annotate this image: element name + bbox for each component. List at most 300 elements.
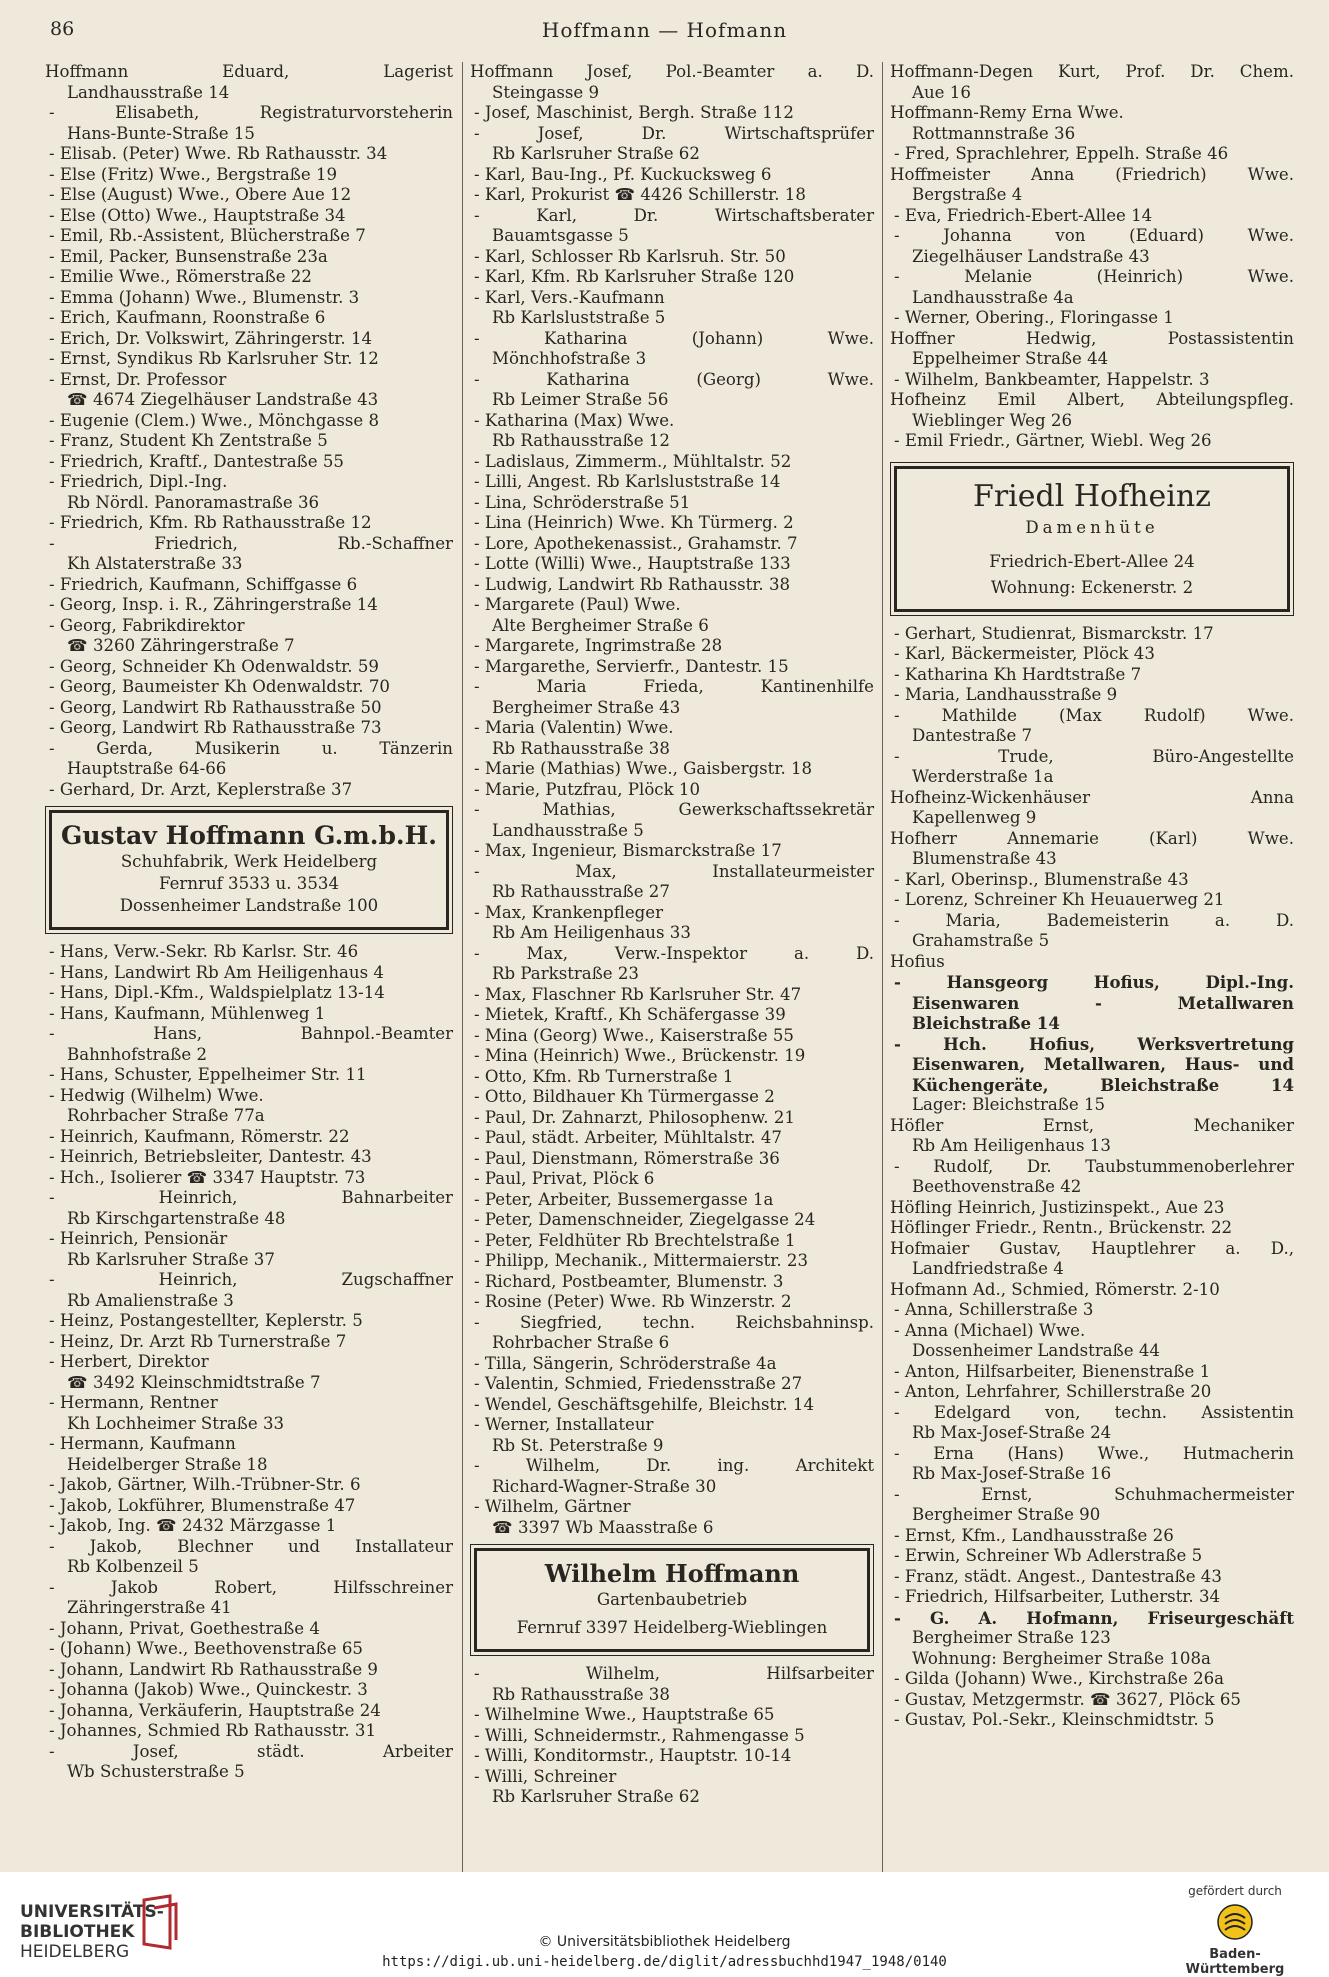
directory-entry (890, 144, 1294, 165)
entry-line: - Lilli, Angest. Rb Karlsluststraße 14 (474, 472, 781, 491)
entry-line: Wieblinger Weg 26 (912, 410, 1072, 430)
directory-entry (45, 718, 453, 739)
ad-line: Damenhüte (1025, 517, 1159, 537)
entry-line: - Fred, Sprachlehrer, Eppelh. Straße 46 (894, 144, 1229, 163)
entry-line: - Heinrich, Pensionär (49, 1229, 228, 1248)
entry-line: Werderstraße 1a (912, 767, 1054, 786)
directory-entry (470, 1046, 874, 1067)
directory-entry (890, 829, 1294, 870)
entry-line: - Gustav, Metzgermstr. ☎ 3627, Plöck 65 (894, 1689, 1241, 1709)
entry-line: Hoffner Hedwig, Postassistentin (890, 328, 1294, 348)
entry-line: - Anton, Lehrfahrer, Schillerstraße 20 (894, 1382, 1212, 1401)
ad-line: Fernruf 3533 u. 3534 (158, 874, 340, 893)
directory-entry (45, 103, 453, 144)
entry-line: Kapellenweg 9 (912, 808, 1037, 827)
directory-entry (470, 800, 874, 841)
entry-line: - G. A. Hofmann, Friseurgeschäft (894, 1607, 1294, 1628)
entry-line: - Karl, Bäckermeister, Plöck 43 (894, 644, 1155, 663)
entry-line: - Richard, Postbeamter, Blumenstr. 3 (474, 1271, 784, 1291)
entry-line: Hofheinz Emil Albert, Abteilungspfleg. (890, 390, 1294, 409)
entry-line: - Margarete, Ingrimstraße 28 (474, 636, 723, 655)
entry-line: Rb Kolbenzeil 5 (67, 1557, 199, 1576)
entry-line: - Friedrich, Kraftf., Dantestraße 55 (49, 451, 344, 471)
ad-title: Wilhelm Hoffmann (544, 1559, 800, 1588)
directory-entry (470, 62, 874, 103)
entry-line: - Ernst, Syndikus Rb Karlsruher Str. 12 (49, 349, 379, 368)
logo-line: HEIDELBERG (20, 1942, 130, 1962)
entry-line: - Lore, Apothekenassist., Grahamstr. 7 (474, 533, 798, 553)
directory-entry (470, 1005, 874, 1026)
directory-entry (45, 575, 453, 596)
entry-line: Bergheimer Straße 123 (912, 1628, 1111, 1647)
entry-line: - Willi, Schneidermstr., Rahmengasse 5 (474, 1725, 805, 1745)
entry-line: - Edelgard von, techn. Assistentin (894, 1402, 1294, 1422)
entry-line: Bahnhofstraße 2 (67, 1044, 208, 1064)
entry-list (470, 1664, 874, 1808)
entry-line: Hoffmann-Remy Erna Wwe. (890, 103, 1124, 122)
directory-entry (45, 1229, 453, 1270)
directory-entry (45, 308, 453, 329)
entry-line: - Karl, Dr. Wirtschaftsberater (474, 205, 874, 225)
directory-entry (45, 1660, 453, 1681)
directory-entry (470, 185, 874, 206)
directory-entry (470, 1067, 874, 1088)
entry-line: - Erich, Kaufmann, Roonstraße 6 (49, 308, 326, 327)
directory-entry (470, 1456, 874, 1497)
directory-entry (45, 1701, 453, 1722)
directory-entry (470, 657, 874, 678)
directory-entry (470, 1272, 874, 1293)
directory-entry (45, 185, 453, 206)
page-header (0, 18, 1329, 48)
directory-entry (470, 1497, 874, 1538)
entry-line: - (Johann) Wwe., Beethovenstraße 65 (49, 1639, 363, 1658)
ad-gustav-hoffmann (49, 810, 449, 930)
entry-line: Bergheimer Straße 90 (912, 1505, 1101, 1524)
directory-entry (890, 1690, 1294, 1711)
directory-entry (470, 595, 874, 636)
directory-entry (470, 841, 874, 862)
copyright: © Universitätsbibliothek Heidelberg (538, 1934, 791, 1950)
directory-entry (470, 411, 874, 452)
directory-entry (470, 452, 874, 473)
directory-entry (45, 739, 453, 780)
entry-line: Beethovenstraße 42 (912, 1177, 1082, 1196)
entry-line: - Johanna (Jakob) Wwe., Quinckestr. 3 (49, 1680, 368, 1699)
entry-line: ☎ 3492 Kleinschmidtstraße 7 (67, 1372, 321, 1392)
directory-entry (890, 1526, 1294, 1547)
directory-entry (45, 1127, 453, 1148)
directory-entry (470, 1313, 874, 1354)
entry-line: - Heinrich, Bahnarbeiter (49, 1188, 453, 1207)
entry-line: - Eugenie (Clem.) Wwe., Mönchgasse 8 (49, 410, 380, 430)
entry-list (470, 62, 874, 1538)
entry-line: - Maria (Valentin) Wwe. (474, 718, 674, 737)
entry-line: - Willi, Schreiner (474, 1766, 617, 1786)
entry-line: - Emil, Rb.-Assistent, Blücherstraße 7 (49, 226, 366, 245)
entry-line: - Max, Installateurmeister (474, 861, 874, 881)
directory-entry (45, 1721, 453, 1742)
entry-line: - Karl, Bau-Ing., Pf. Kuckucksweg 6 (474, 164, 772, 184)
entry-line: - Rosine (Peter) Wwe. Rb Winzerstr. 2 (474, 1292, 792, 1311)
entry-line: Rb Amalienstraße 3 (67, 1290, 234, 1310)
directory-entry (890, 1198, 1294, 1219)
entry-line: - Paul, städt. Arbeiter, Mühltalstr. 47 (474, 1128, 782, 1147)
entry-line: Steingasse 9 (492, 82, 600, 102)
ad-line: Wohnung: Eckenerstr. 2 (990, 577, 1194, 597)
entry-line: - Paul, Privat, Plöck 6 (474, 1169, 655, 1188)
entry-list (45, 942, 453, 1783)
entry-line: Landhausstraße 5 (492, 820, 644, 840)
entry-line: - Heinz, Postangestellter, Keplerstr. 5 (49, 1311, 363, 1330)
entry-line: - Katharina Kh Hardtstraße 7 (894, 664, 1142, 684)
directory-entry (470, 636, 874, 657)
directory-entry (470, 862, 874, 903)
directory-entry (45, 370, 453, 411)
entry-line: Landhausstraße 4a (912, 287, 1074, 307)
entry-line: - Wilhelm, Hilfsarbeiter (474, 1664, 874, 1683)
directory-entry (45, 1352, 453, 1393)
entry-line: - Friedrich, Rb.-Schaffner (49, 533, 453, 553)
directory-entry (45, 1475, 453, 1496)
entry-line: - Johanna, Verkäuferin, Hauptstraße 24 (49, 1700, 381, 1720)
entry-line: Rb Nördl. Panoramastraße 36 (67, 492, 320, 512)
ad-wilhelm-hoffmann (474, 1548, 870, 1652)
entry-line: - Max, Krankenpfleger (474, 902, 664, 922)
directory-entry (45, 1024, 453, 1065)
entry-line: - Heinrich, Betriebsleiter, Dantestr. 43 (49, 1147, 372, 1166)
entry-line: - Georg, Fabrikdirektor (49, 615, 245, 635)
entry-line: - Max, Verw.-Inspektor a. D. (474, 943, 874, 963)
entry-line: Hofheinz-Wickenhäuser Anna (890, 787, 1294, 807)
entry-line: - Margarete (Paul) Wwe. (474, 595, 681, 614)
directory-entry (470, 247, 874, 268)
entry-list (45, 62, 453, 800)
entry-line: - Georg, Schneider Kh Odenwaldstr. 59 (49, 656, 379, 676)
directory-entry (470, 493, 874, 514)
entry-line: Kh Lochheimer Straße 33 (67, 1413, 285, 1433)
directory-entry (45, 62, 453, 103)
directory-entry (45, 206, 453, 227)
directory-entry (45, 452, 453, 473)
directory-entry (470, 288, 874, 329)
entry-line: Lager: Bleichstraße 15 (912, 1095, 1106, 1114)
directory-entry (890, 329, 1294, 370)
entry-line: Dantestraße 7 (912, 726, 1033, 745)
directory-entry (890, 644, 1294, 665)
entry-line: - Hansgeorg Hofius, Dipl.-Ing. (894, 972, 1294, 992)
entry-line: Hauptstraße 64-66 (67, 759, 227, 778)
directory-entry (45, 1147, 453, 1168)
directory-entry (890, 103, 1294, 144)
entry-line: Bleichstraße 14 (912, 1013, 1060, 1033)
entry-line: - Else (August) Wwe., Obere Aue 12 (49, 185, 352, 204)
entry-line: Dossenheimer Landstraße 44 (912, 1341, 1160, 1360)
entry-line: - Mathilde (Max Rudolf) Wwe. (894, 705, 1294, 725)
directory-entry (890, 870, 1294, 891)
directory-entry (470, 903, 874, 944)
logo-line: BIBLIOTHEK (20, 1922, 135, 1942)
directory-entry (470, 165, 874, 186)
directory-entry (45, 1639, 453, 1660)
entry-line: - Katharina (Max) Wwe. (474, 410, 675, 430)
directory-entry (45, 472, 453, 513)
entry-line: Landfriedstraße 4 (912, 1259, 1064, 1278)
entry-line: - Johann, Privat, Goethestraße 4 (49, 1618, 320, 1638)
directory-entry (890, 747, 1294, 788)
directory-entry (890, 1546, 1294, 1567)
directory-entry (890, 1608, 1294, 1670)
entry-line: Rb Am Heiligenhaus 33 (492, 923, 691, 942)
directory-entry (45, 1188, 453, 1229)
directory-entry (890, 1157, 1294, 1198)
entry-line: - Hans, Verw.-Sekr. Rb Karlsr. Str. 46 (49, 942, 359, 961)
entry-line: - Josef, Maschinist, Bergh. Straße 112 (474, 103, 794, 122)
directory-entry (890, 952, 1294, 973)
entry-line: - Hedwig (Wilhelm) Wwe. (49, 1085, 264, 1105)
directory-entry (470, 677, 874, 718)
entry-line: - Hans, Dipl.-Kfm., Waldspielplatz 13-14 (49, 983, 385, 1002)
entry-line: Höflinger Friedr., Rentn., Brückenstr. 22 (890, 1218, 1233, 1237)
directory-entry (45, 247, 453, 268)
entry-line: - Gerhart, Studienrat, Bismarckstr. 17 (894, 623, 1214, 643)
entry-line: Rb Rathausstraße 12 (492, 431, 670, 450)
directory-entry (45, 1742, 453, 1783)
entry-line: - Werner, Obering., Floringasse 1 (894, 308, 1174, 327)
directory-entry (45, 349, 453, 370)
entry-line: - Katharina (Johann) Wwe. (474, 328, 874, 348)
directory-entry (470, 513, 874, 534)
directory-entry (45, 657, 453, 678)
directory-entry (470, 554, 874, 575)
running-head: Hoffmann — Hofmann (541, 18, 788, 42)
entry-line: ☎ 4674 Ziegelhäuser Landstraße 43 (67, 390, 379, 409)
directory-entry (45, 431, 453, 452)
ad-line: Dossenheimer Landstraße 100 (119, 896, 379, 915)
directory-entry (470, 124, 874, 165)
directory-entry (890, 62, 1294, 103)
entry-line: Blumenstraße 43 (912, 849, 1057, 868)
directory-entry (890, 911, 1294, 952)
entry-line: - Karl, Kfm. Rb Karlsruher Straße 120 (474, 267, 795, 286)
entry-line: - Peter, Damenschneider, Ziegelgasse 24 (474, 1210, 816, 1229)
entry-line: - Melanie (Heinrich) Wwe. (894, 267, 1294, 286)
entry-line: - Paul, Dr. Zahnarzt, Philosophenw. 21 (474, 1107, 795, 1127)
entry-line: - Erich, Dr. Volkswirt, Zähringerstr. 14 (49, 328, 373, 348)
entry-line: - Tilla, Sängerin, Schröderstraße 4a (474, 1353, 777, 1373)
directory-entry (45, 534, 453, 575)
entry-line: Rb Max-Josef-Straße 24 (912, 1423, 1112, 1442)
entry-line: - Ernst, Kfm., Landhausstraße 26 (894, 1525, 1174, 1545)
directory-entry (470, 1746, 874, 1767)
entry-line: - Ludwig, Landwirt Rb Rathausstr. 38 (474, 574, 791, 594)
entry-line: - Friedrich, Kfm. Rb Rathausstraße 12 (49, 513, 372, 532)
entry-line: Bergheimer Straße 43 (492, 697, 681, 717)
entry-line: - Karl, Vers.-Kaufmann (474, 287, 665, 307)
directory-entry (470, 1292, 874, 1313)
directory-entry (45, 1332, 453, 1353)
logo-line: UNIVERSITÄTS- (20, 1902, 164, 1922)
entry-line: Mönchhofstraße 3 (492, 349, 647, 368)
directory-entry (890, 1485, 1294, 1526)
entry-line: - Hans, Bahnpol.-Beamter (49, 1024, 453, 1043)
entry-line: - Willi, Konditormstr., Hauptstr. 10-14 (474, 1746, 792, 1765)
entry-line: Alte Bergheimer Straße 6 (492, 615, 709, 635)
directory-entry (45, 1680, 453, 1701)
entry-line: - Anna (Michael) Wwe. (894, 1320, 1086, 1340)
entry-line: Hofherr Annemarie (Karl) Wwe. (890, 828, 1294, 848)
entry-line: Rb Kirschgartenstraße 48 (67, 1208, 286, 1228)
entry-line: Grahamstraße 5 (912, 931, 1050, 950)
entry-line: - Max, Flaschner Rb Karlsruher Str. 47 (474, 984, 802, 1004)
entry-line: Bauamtsgasse 5 (492, 226, 629, 245)
column-2 (470, 62, 874, 1808)
source-url[interactable]: https://digi.ub.uni-heidelberg.de/diglit/adressbuchhd1947_1948/0140 (382, 1954, 947, 1970)
entry-line: - Hermann, Kaufmann (49, 1434, 236, 1453)
coat-of-arms-icon (1215, 1902, 1255, 1942)
directory-entry (890, 267, 1294, 308)
entry-line: - Otto, Bildhauer Kh Türmergasse 2 (474, 1087, 775, 1106)
directory-entry (890, 1382, 1294, 1403)
directory-entry (45, 288, 453, 309)
directory-entry (890, 390, 1294, 431)
entry-line: - Hch., Isolierer ☎ 3347 Hauptstr. 73 (49, 1167, 366, 1187)
entry-line: - Eva, Friedrich-Ebert-Allee 14 (894, 205, 1153, 225)
entry-line: - Wendel, Geschäftsgehilfe, Bleichstr. 14 (474, 1394, 815, 1414)
entry-line: - Margarethe, Servierfr., Dantestr. 15 (474, 656, 789, 676)
directory-entry (890, 788, 1294, 829)
entry-line: - Katharina (Georg) Wwe. (474, 369, 874, 389)
directory-entry (890, 1280, 1294, 1301)
directory-entry (470, 534, 874, 555)
directory-entry (470, 1108, 874, 1129)
directory-entry (45, 1270, 453, 1311)
directory-entry (45, 1168, 453, 1189)
directory-entry (890, 1218, 1294, 1239)
entry-line: - Gilda (Johann) Wwe., Kirchstraße 26a (894, 1669, 1225, 1688)
entry-line: - Franz, Student Kh Zentstraße 5 (49, 431, 328, 450)
directory-entry (470, 103, 874, 124)
entry-line: Rb Parkstraße 23 (492, 964, 639, 983)
directory-entry (890, 226, 1294, 267)
directory-entry (470, 1354, 874, 1375)
entry-line: - Wilhelmine Wwe., Hauptstraße 65 (474, 1705, 775, 1724)
entry-line: - Heinrich, Zugschaffner (49, 1270, 453, 1289)
directory-entry (470, 1726, 874, 1747)
column-1 (45, 62, 453, 1783)
directory-entry (45, 1393, 453, 1434)
directory-entry (890, 1300, 1294, 1321)
entry-line: Richard-Wagner-Straße 30 (492, 1476, 717, 1496)
directory-entry (45, 1496, 453, 1517)
directory-entry (45, 267, 453, 288)
entry-line: - Johannes, Schmied Rb Rathausstr. 31 (49, 1721, 377, 1740)
entry-line: - Emilie Wwe., Römerstraße 22 (49, 267, 312, 286)
directory-entry (45, 329, 453, 350)
entry-line: - Wilhelm, Dr. ing. Architekt (474, 1456, 874, 1475)
directory-entry (890, 1444, 1294, 1485)
directory-entry (470, 472, 874, 493)
entry-line: Hofmaier Gustav, Hauptlehrer a. D., (890, 1238, 1294, 1258)
directory-entry (45, 616, 453, 657)
entry-line: - Georg, Baumeister Kh Odenwaldstr. 70 (49, 677, 390, 696)
directory-entry (470, 206, 874, 247)
directory-entry (45, 780, 453, 801)
entry-line: Höfler Ernst, Mechaniker (890, 1115, 1294, 1135)
entry-line: - Josef, Dr. Wirtschaftsprüfer (474, 123, 874, 143)
directory-entry (890, 370, 1294, 391)
directory-entry (45, 226, 453, 247)
entry-line: - Werner, Installateur (474, 1415, 654, 1434)
directory-entry (470, 1664, 874, 1705)
entry-line: Aue 16 (912, 82, 971, 102)
entry-line: Landhausstraße 14 (67, 82, 230, 102)
entry-line: - Wilhelm, Bankbeamter, Happelstr. 3 (894, 369, 1210, 389)
entry-line: - Hch. Hofius, Werksvertretung (894, 1033, 1294, 1054)
ad-line: Gartenbaubetrieb (596, 1590, 748, 1609)
entry-line: - Emil Friedr., Gärtner, Wiebl. Weg 26 (894, 431, 1212, 450)
directory-entry (890, 685, 1294, 706)
entry-line: - Heinrich, Kaufmann, Römerstr. 22 (49, 1126, 350, 1146)
directory-entry (470, 1026, 874, 1047)
entry-line: - Paul, Dienstmann, Römerstraße 36 (474, 1148, 780, 1168)
entry-line: - Erna (Hans) Wwe., Hutmacherin (894, 1443, 1294, 1463)
entry-line: - Ernst, Schuhmachermeister (894, 1484, 1294, 1504)
entry-line: Eppelheimer Straße 44 (912, 349, 1109, 368)
entry-line: - Erwin, Schreiner Wb Adlerstraße 5 (894, 1546, 1203, 1565)
directory-entry (470, 985, 874, 1006)
directory-entry (45, 144, 453, 165)
directory-entry (470, 1231, 874, 1252)
entry-line: - Ernst, Dr. Professor (49, 369, 227, 389)
entry-line: Rb Rathausstraße 27 (492, 882, 670, 901)
directory-entry (470, 1128, 874, 1149)
directory-entry (470, 1149, 874, 1170)
entry-line: - Siegfried, techn. Reichsbahninsp. (474, 1312, 874, 1332)
ad-line: Friedrich-Ebert-Allee 24 (989, 551, 1195, 571)
directory-entry (45, 1065, 453, 1086)
directory-entry (890, 308, 1294, 329)
ad-title: Friedl Hofheinz (973, 478, 1211, 514)
entry-line: Rb St. Peterstraße 9 (492, 1435, 664, 1455)
directory-entry (470, 1767, 874, 1808)
directory-entry (890, 1362, 1294, 1383)
entry-line: - Herbert, Direktor (49, 1352, 209, 1371)
entry-line: Rb Rathausstraße 38 (492, 738, 670, 758)
entry-line: - Marie (Mathias) Wwe., Gaisbergstr. 18 (474, 759, 813, 778)
ad-friedl-hofheinz (894, 466, 1290, 612)
entry-line: Hofius (890, 951, 945, 971)
entry-line: - Jakob, Blechner und Installateur (49, 1536, 453, 1556)
entry-line: - Jakob Robert, Hilfsschreiner (49, 1577, 453, 1597)
ad-line: Fernruf 3397 Heidelberg-Wieblingen (516, 1618, 828, 1637)
directory-entry (45, 1578, 453, 1619)
directory-entry (45, 165, 453, 186)
directory-entry (470, 267, 874, 288)
directory-entry (45, 1537, 453, 1578)
entry-line: - Valentin, Schmied, Friedensstraße 27 (474, 1374, 803, 1393)
entry-line: Hoffmann Josef, Pol.-Beamter a. D. (470, 62, 874, 81)
entry-line: - Karl, Schlosser Rb Karlsruh. Str. 50 (474, 246, 786, 266)
directory-entry (45, 677, 453, 698)
entry-line: Rb Max-Josef-Straße 16 (912, 1464, 1112, 1483)
ad-title: Gustav Hoffmann G.m.b.H. (61, 821, 437, 850)
directory-entry (45, 1311, 453, 1332)
entry-line: Rb Karlsruher Straße 62 (492, 1787, 700, 1806)
directory-entry (890, 1710, 1294, 1731)
directory-entry (890, 665, 1294, 686)
entry-line: Heidelberger Straße 18 (67, 1454, 268, 1474)
